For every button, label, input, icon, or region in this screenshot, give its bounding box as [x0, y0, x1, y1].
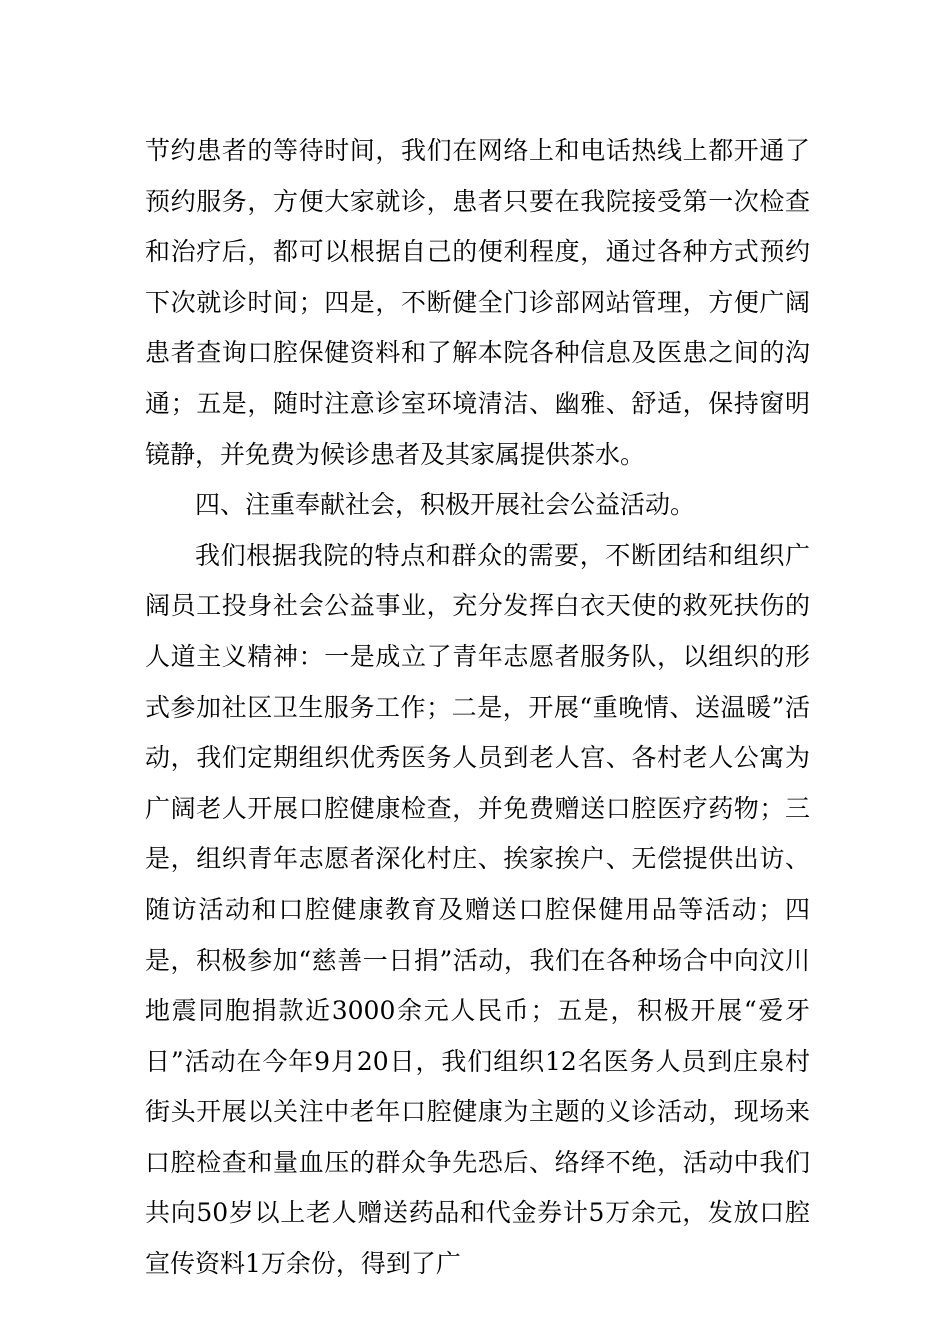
- paragraph-continuation: 节约患者的等待时间，我们在网络上和电话热线上都开通了预约服务，方便大家就诊，患者只要在我院接受第一次检查和治疗后，都可以根据自己的便利程度，通过各种方式预约下次就诊时间；四是，不断健全门诊部网站管理，方便广阔患者查询口腔保健资料和了解本院各种信息及医患之间的沟通；五是，随时注意诊室环境清洁、幽雅、舒适，保持窗明镜静，并免费为候诊患者及其家属提供茶水。: [145, 136, 810, 469]
- document-body: [145, 126, 810, 1290]
- paragraph-public-welfare: 我们根据我院的特点和群众的需要，不断团结和组织广阔员工投身社会公益事业，充分发挥白衣天使的救死扶伤的人道主义精神：一是成立了青年志愿者服务队，以组织的形式参加社区卫生服务工作；二是，开展“重晚情、送温暖”活动，我们定期组织优秀医务人员到老人宫、各村老人公寓为广阔老人开展口腔健康检查，并免费赠送口腔医疗药物；三是，组织青年志愿者深化村庄、挨家挨户、无偿提供出访、随访活动和口腔健康教育及赠送口腔保健用品等活动；四是，积极参加“慈善一日捐”活动，我们在各种场合中向汶川地震同胞捐款近3000余元人民币；五是，积极开展“爱牙日”活动在今年9月20日，我们组织12名医务人员到庄泉村街头开展以关注中老年口腔健康为主题的义诊活动，现场来口腔检查和量血压的群众争先恐后、络绎不绝，活动中我们共向50岁以上老人赠送药品和代金券计5万余元，发放口腔宣传资料1万余份，得到了广: [145, 540, 810, 1279]
- section-heading-four: 四、注重奉献社会，积极开展社会公益活动。: [195, 490, 696, 520]
